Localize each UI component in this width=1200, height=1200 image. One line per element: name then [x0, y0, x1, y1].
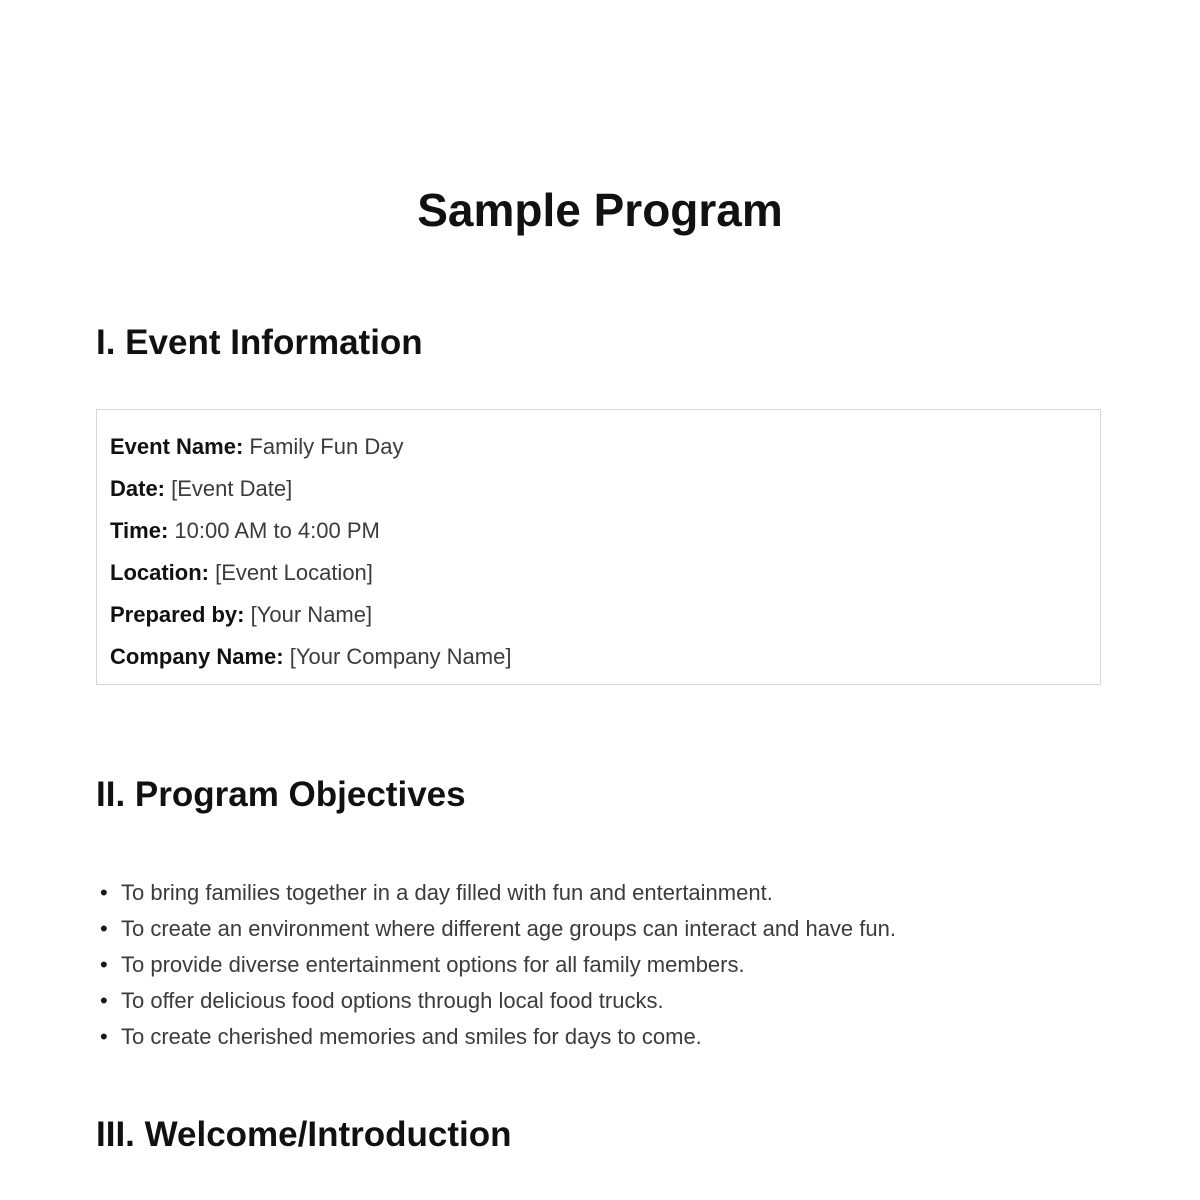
info-row-company-name: [110, 636, 1100, 678]
info-row-event-name: [110, 426, 1100, 468]
info-row-date: [110, 468, 1100, 510]
info-label: Event Name:: [110, 434, 244, 459]
event-information-box: [96, 409, 1101, 685]
info-value: [Event Location]: [215, 560, 373, 585]
bullet-icon: •: [100, 916, 108, 941]
objectives-list: [100, 875, 896, 1055]
bullet-icon: •: [100, 880, 108, 905]
info-value: [Your Name]: [250, 602, 373, 627]
info-value: [Your Company Name]: [289, 644, 512, 669]
section-heading-welcome-introduction: III. Welcome/Introduction: [96, 1115, 512, 1154]
bullet-icon: •: [100, 1024, 108, 1049]
list-item: [100, 911, 896, 947]
info-value: Family Fun Day: [249, 434, 404, 459]
info-row-time: [110, 510, 1100, 552]
info-label: Prepared by:: [110, 602, 245, 627]
list-item-text: To create cherished memories and smiles for days to come.: [121, 1024, 702, 1049]
info-label: Time:: [110, 518, 169, 543]
document-title: Sample Program: [417, 184, 783, 236]
list-item: [100, 983, 896, 1019]
info-value: 10:00 AM to 4:00 PM: [174, 518, 380, 543]
info-label: Location:: [110, 560, 209, 585]
list-item-text: To provide diverse entertainment options for all family members.: [121, 952, 745, 977]
bullet-icon: •: [100, 988, 108, 1013]
list-item-text: To bring families together in a day filled with fun and entertainment.: [121, 880, 773, 905]
list-item-text: To offer delicious food options through local food trucks.: [121, 988, 664, 1013]
info-label: Date:: [110, 476, 166, 501]
section-heading-program-objectives: II. Program Objectives: [96, 775, 466, 814]
info-value: [Event Date]: [171, 476, 293, 501]
info-row-prepared-by: [110, 594, 1100, 636]
list-item: [100, 947, 896, 983]
section-heading-event-information: I. Event Information: [96, 323, 423, 362]
list-item: [100, 1019, 896, 1055]
bullet-icon: •: [100, 952, 108, 977]
info-row-location: [110, 552, 1100, 594]
info-label: Company Name:: [110, 644, 284, 669]
list-item: [100, 875, 896, 911]
list-item-text: To create an environment where different age groups can interact and have fun.: [121, 916, 896, 941]
